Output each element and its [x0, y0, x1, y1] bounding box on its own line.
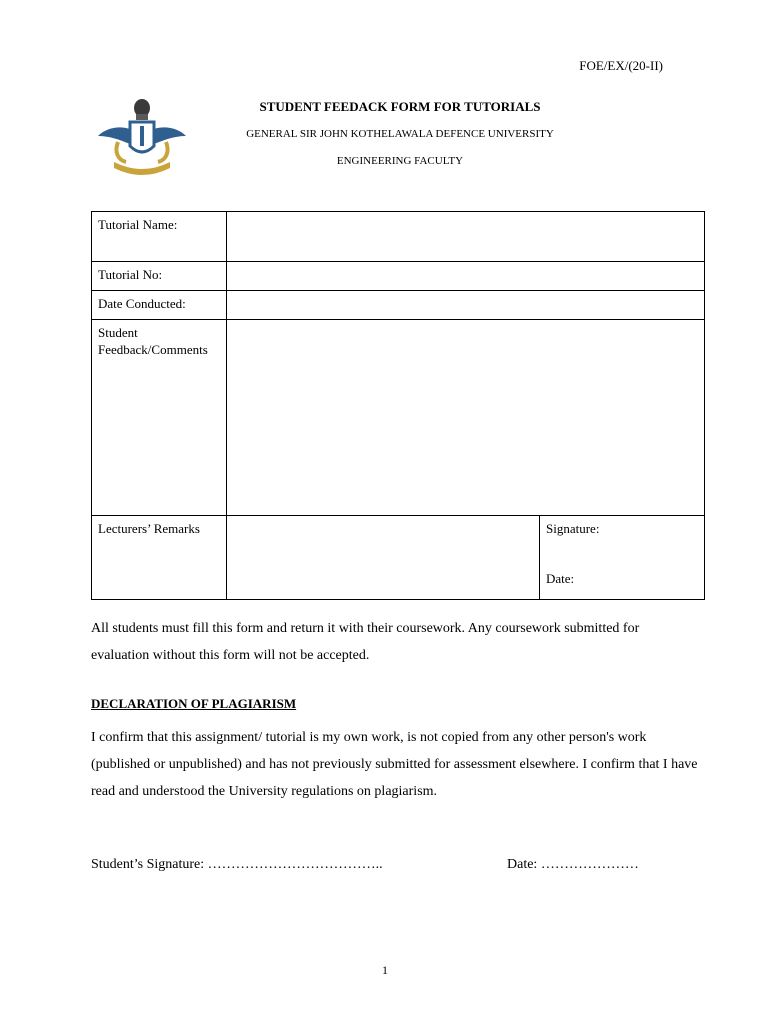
student-date-line[interactable]: Date: …………………: [507, 857, 639, 872]
tutorial-name-field[interactable]: [227, 212, 705, 262]
faculty-name: ENGINEERING FACULTY: [336, 155, 464, 167]
feedback-row: [92, 320, 705, 516]
signature-label: Signature:: [546, 521, 600, 536]
lecturer-remarks-field[interactable]: [227, 516, 540, 600]
lecturer-remarks-row: [92, 516, 705, 600]
document-code: FOE/EX/(20-II): [579, 58, 663, 73]
date-conducted-field[interactable]: [227, 291, 705, 320]
date-label: Date:: [546, 571, 575, 586]
university-name: GENERAL SIR JOHN KOTHELAWALA DEFENCE UNIVERSITY: [246, 128, 554, 140]
submission-notice: All students must fill this form and return it with their coursework. Any coursework submitted for evaluation without this form will not be accepted.: [91, 621, 640, 663]
signature-date-cell[interactable]: [540, 516, 705, 600]
date-conducted-label: Date Conducted:: [92, 291, 227, 320]
feedback-field[interactable]: [227, 320, 705, 516]
tutorial-name-label: Tutorial Name:: [92, 212, 227, 262]
tutorial-name-row: [92, 212, 705, 262]
tutorial-no-label: Tutorial No:: [92, 262, 227, 291]
feedback-label: [92, 320, 227, 516]
date-conducted-row: [92, 291, 705, 320]
lecturer-remarks-label: Lecturers’ Remarks: [92, 516, 227, 600]
feedback-label-line1: Student: [98, 325, 138, 340]
form-title: STUDENT FEEDACK FORM FOR TUTORIALS: [259, 99, 541, 114]
feedback-label-line2: Feedback/Comments: [98, 342, 208, 357]
feedback-form-table: [91, 211, 705, 600]
declaration-text: I confirm that this assignment/ tutorial is my own work, is not copied from any other person's work (published or unpublished) and has not previously submitted for assessment elsewhere. I confirm that I have read and understood the University regulations on plagiarism.: [91, 730, 698, 799]
tutorial-no-row: [92, 262, 705, 291]
declaration-heading: DECLARATION OF PLAGIARISM: [91, 696, 297, 711]
tutorial-no-field[interactable]: [227, 262, 705, 291]
page-number: 1: [382, 963, 388, 977]
student-signature-line[interactable]: Student’s Signature: ………………………………..: [91, 857, 383, 872]
